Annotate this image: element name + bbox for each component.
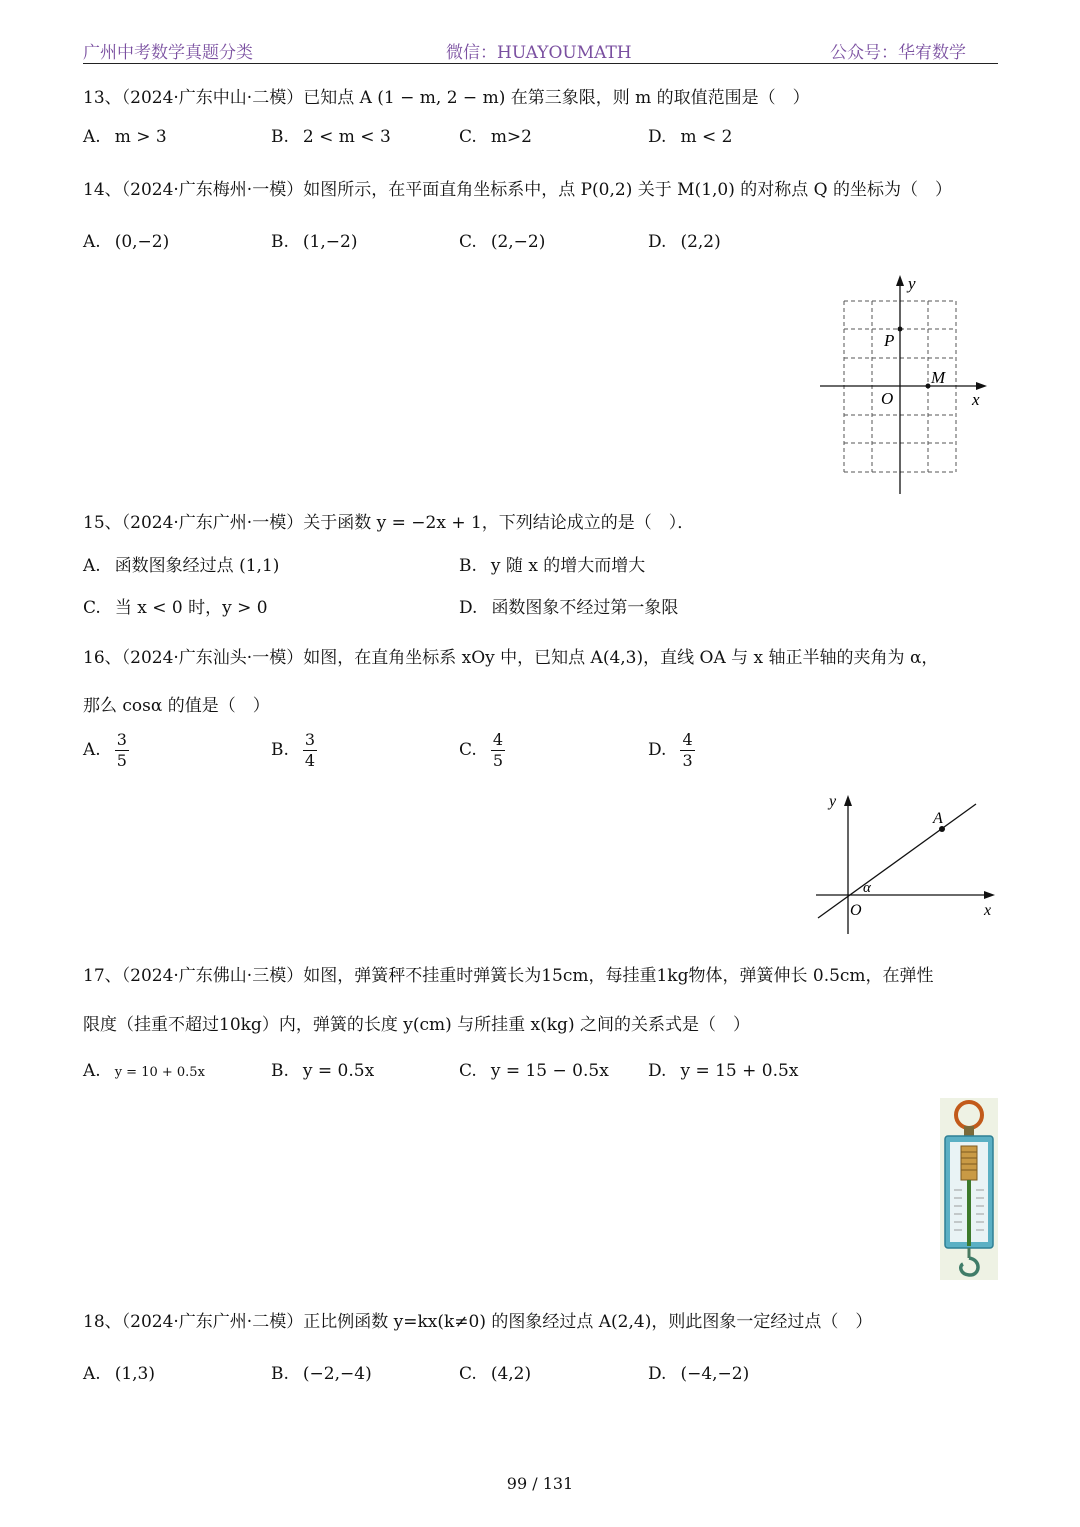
q16-point-a-label: A xyxy=(933,810,943,827)
header-center: 微信：HUAYOUMATH xyxy=(446,43,632,63)
q15-option-a: A. 函数图象经过点 (1,1) xyxy=(83,556,280,576)
q14-origin-label: O xyxy=(881,389,894,408)
q15-option-d: D. 函数图象不经过第一象限 xyxy=(459,598,679,618)
q16-x-label: x xyxy=(984,902,992,919)
q18-option-a: A. (1,3) xyxy=(83,1364,155,1384)
q16-origin-label: O xyxy=(850,902,862,919)
q16-alpha-label: α xyxy=(863,880,871,896)
q14-option-a: A. (0,−2) xyxy=(83,232,170,252)
q16-option-d: D. $\frac{4}{3}$ xyxy=(648,730,693,770)
header-right: 公众号：华宥数学 xyxy=(830,43,966,63)
q16-line-figure xyxy=(812,788,1002,938)
question-16-stem-cont: 那么 cosα 的值是（ ） xyxy=(83,696,270,716)
question-16-stem: 16、（2024·广东汕头·一模）如图，在直角坐标系 xOy 中，已知点 A(4,3)，直线 OA 与 x 轴正半轴的夹角为 α， xyxy=(83,648,939,668)
q18-option-c: C. (4,2) xyxy=(459,1364,532,1384)
q15-option-b: B. y 随 x 的增大而增大 xyxy=(459,556,646,576)
q16-option-a: A. $\frac{3}{5}$ xyxy=(83,730,127,770)
q14-x-label: x xyxy=(972,390,980,409)
q13-option-b: B. 2 < m < 3 xyxy=(271,127,391,147)
q16-option-c: C. $\frac{4}{5}$ xyxy=(459,730,503,770)
q18-option-d: D. (−4,−2) xyxy=(648,1364,750,1384)
q13-option-c: C. m>2 xyxy=(459,127,532,147)
page-number: 99 / 131 xyxy=(506,1474,574,1493)
q17-option-b: B. y = 0.5x xyxy=(271,1061,375,1081)
question-14-stem: 14、（2024·广东梅州·一模）如图所示，在平面直角坐标系中，点 P(0,2) 关于 M(1,0) 的对称点 Q 的坐标为（ ） xyxy=(83,180,953,200)
q13-option-a: A. m > 3 xyxy=(83,127,167,147)
question-18-stem: 18、（2024·广东广州·二模）正比例函数 y=kx(k≠0) 的图象经过点 A(2,4)，则此图象一定经过点（ ） xyxy=(83,1312,873,1332)
question-15-stem: 15、（2024·广东广州·一模）关于函数 y = −2x + 1，下列结论成立的是（ ）． xyxy=(83,513,695,533)
q14-option-b: B. (1,−2) xyxy=(271,232,358,252)
q17-option-c: C. y = 15 − 0.5x xyxy=(459,1061,609,1081)
spring-scale-picture xyxy=(940,1098,998,1280)
q17-option-a: A. y = 10 + 0.5x xyxy=(83,1061,205,1081)
header-divider xyxy=(83,63,998,64)
header-left: 广州中考数学真题分类 xyxy=(83,43,253,63)
question-13-stem: 13、（2024·广东中山·二模）已知点 A (1 − m, 2 − m) 在第三象限，则 m 的取值范围是（ ） xyxy=(83,88,810,108)
q14-point-p-label: P xyxy=(884,331,895,350)
q16-option-b: B. $\frac{3}{4}$ xyxy=(271,730,316,770)
q18-option-b: B. (−2,−4) xyxy=(271,1364,372,1384)
q16-y-label: y xyxy=(829,793,837,810)
q14-option-d: D. (2,2) xyxy=(648,232,721,252)
q17-option-d: D. y = 15 + 0.5x xyxy=(648,1061,799,1081)
q14-y-label: y xyxy=(908,274,916,293)
question-17-stem-cont: 限度（挂重不超过10kg）内，弹簧的长度 y(cm) 与所挂重 x(kg) 之间的关系式是（ ） xyxy=(83,1015,750,1035)
question-17-stem: 17、（2024·广东佛山·三模）如图，弹簧秤不挂重时弹簧长为15cm，每挂重1kg物体，弹簧伸长 0.5cm，在弹性 xyxy=(83,966,934,986)
q14-grid-figure xyxy=(815,272,995,500)
q13-option-d: D. m < 2 xyxy=(648,127,733,147)
q14-point-m-label: M xyxy=(931,368,946,387)
q14-option-c: C. (2,−2) xyxy=(459,232,546,252)
q15-option-c: C. 当 x < 0 时，y > 0 xyxy=(83,598,268,618)
